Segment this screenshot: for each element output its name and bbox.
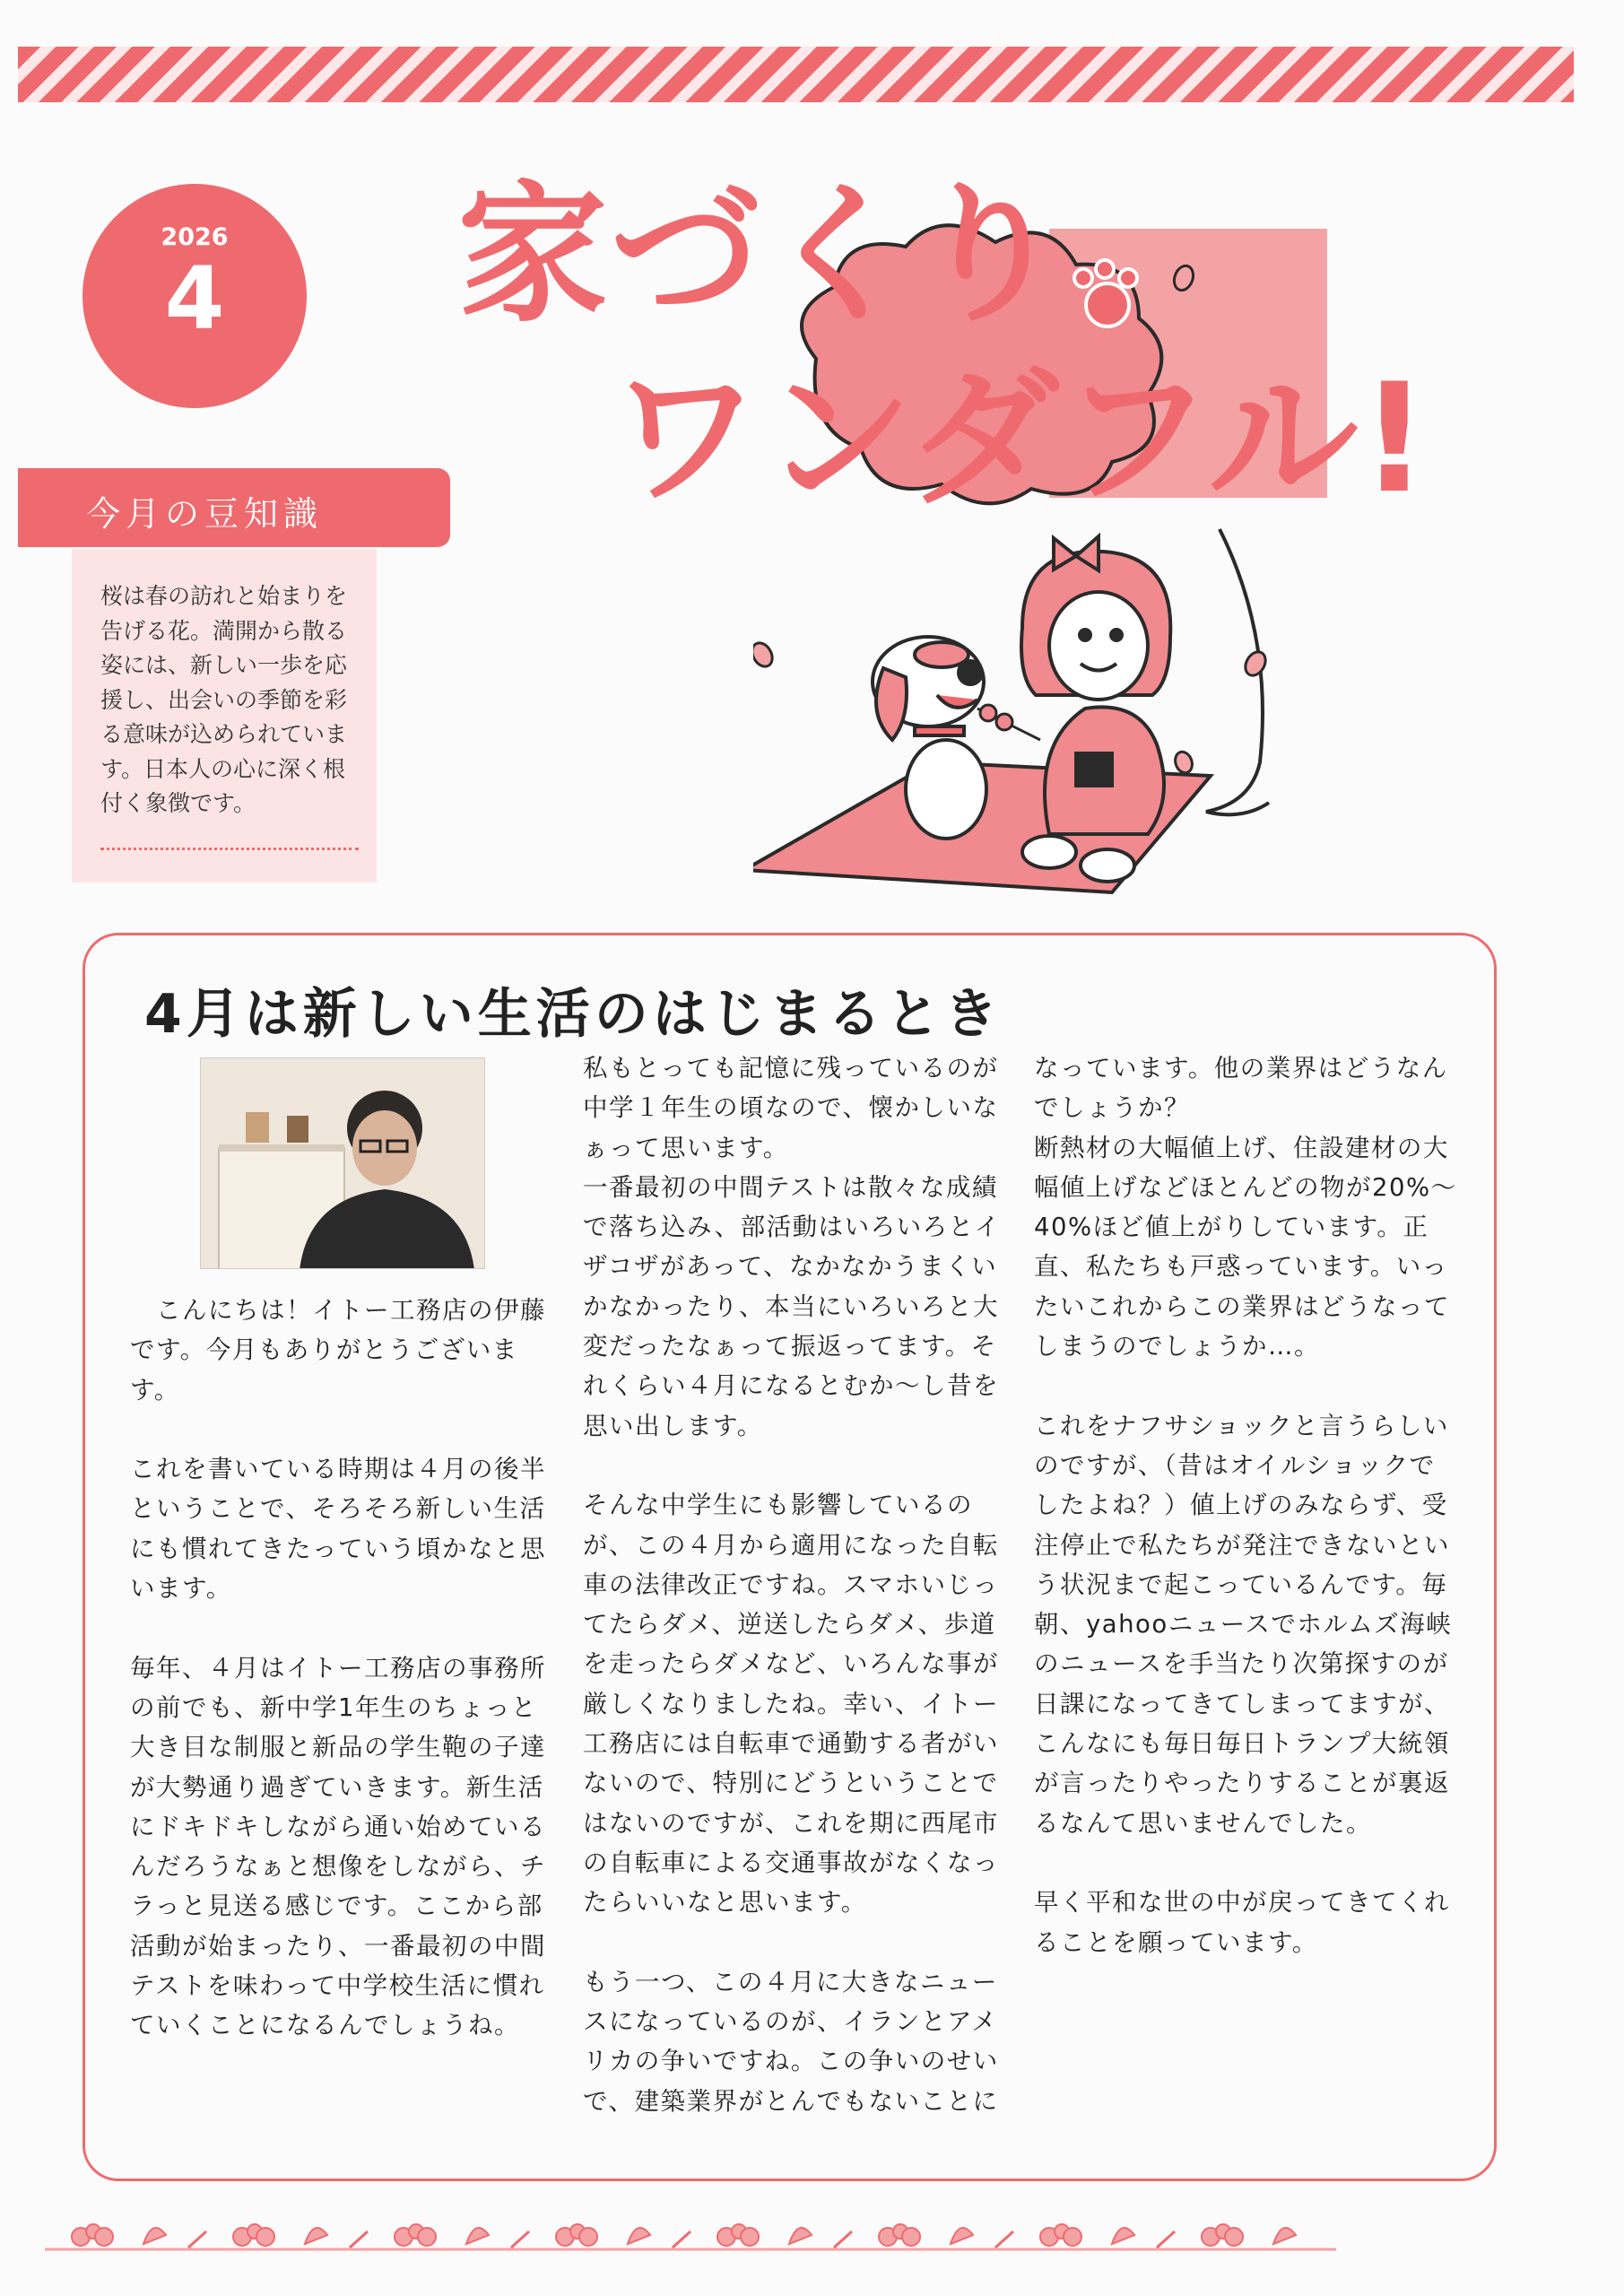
paragraph: 毎年、４月はイトー工務店の事務所の前でも、新中学1年生のちょっと大き目な制服と新品の学生鞄の子達が大勢通り過ぎていきます。新生活にドキドキしながら通い始めているんだろうなぁと想像をしながら、チラっと見送る感じです。ここから部活動が始まったり、一番最初の中間テストを味わって中学校生活に慣れていくことになるんでしょうね。 [130,1653,546,2040]
article-column-3 [1034,1048,1460,1962]
issue-year: 2026 [161,223,229,251]
tip-header: 今月の豆知識 [18,468,450,547]
paragraph: なっています。他の業界はどうなんでしょうか？ [1034,1054,1448,1123]
title-line-2: ワンダフル! [610,351,1431,526]
issue-badge [83,184,307,408]
paragraph-gap [583,1446,1009,1485]
paragraph: もう一つ、この４月に大きなニュースになっているのが、イランとアメリカの争いですね。この争いのせいで、建築業界がとんでもないことに [583,1967,999,2116]
author-photo [200,1057,485,1269]
paragraph: 断熱材の大幅値上げ、住設建材の大幅値上げなどほとんどの物が20%〜40%ほど値上がりしています。正直、私たちも戸惑っています。いったいこれからこの業界はどうなってしまうのでしょうか…。 [1034,1133,1457,1361]
tip-text: 桜は春の訪れと始まりを告げる花。満開から散る姿には、新しい一歩を応援し、出会いの季節を彩る意味が込められています。日本人の心に深く根付く象徴です。 [100,579,359,822]
paragraph-gap [1034,1843,1460,1883]
article-column-1 [130,1291,550,2046]
article-column-2 [583,1048,1009,2121]
paragraph-gap [583,1923,1009,1962]
paragraph-gap [130,1608,550,1648]
article-box [83,933,1497,2181]
footer-sakura-border [45,2208,1336,2262]
author-photo-image [201,1058,485,1269]
paragraph-gap [130,1410,550,1449]
paragraph: 一番最初の中間テストは散々な成績で落ち込み、部活動はいろいろとイザコザがあって、なかなかうまくいかなかったり、本当にいろいろと大変だったなぁって振返ってます。それくらい４月になるとむか〜し昔を思い出します。 [583,1172,1001,1440]
tip-box [72,549,377,883]
paragraph: 私もとっても記憶に残っているのが中学１年生の頃なので、懐かしいなぁって思います。 [583,1054,999,1162]
paragraph-gap [1034,1366,1460,1405]
paragraph: そんな中学生にも影響しているのが、この４月から適用になった自転車の法律改正ですね。スマホいじってたらダメ、逆送したらダメ、歩道を走ったらダメなど、いろんな事が厳しくなりましたね。幸い、イトー工務店には自転車で通勤する者がいないので、特別にどうということではないのですが、これを期に西尾市の自転車による交通事故がなくなったらいいなと思います。 [583,1491,999,1918]
title-art [448,152,1480,565]
paragraph: これをナフサショックと言うらしいのですが、（昔はオイルショックでしたよね？）値上げのみならず、受注停止で私たちが発注できないという状況まで起こっているんです。毎朝、yahooニュースでホルムズ海峡のニュースを手当たり次第探すのが日課になってきてしまってますが、こんなにも毎日毎日トランプ大統領が言ったりやったりすることが裏返るなんて思いませんでした。 [1034,1411,1453,1838]
title-line-1: 家づくり [457,167,1067,343]
footer-petal-row [72,2224,1296,2248]
paragraph: こんにちは！イトー工務店の伊藤です。今月もありがとうございます。 [130,1296,546,1405]
issue-month: 4 [164,248,225,349]
article-title: 4月は新しい生活のはじまるとき [144,983,1003,1046]
paragraph: これを書いている時期は４月の後半ということで、そろそろ新しい生活にも慣れてきたっていう頃かなと思います。 [130,1455,546,1604]
paragraph: 早く平和な世の中が戻ってきてくれることを願っています。 [1034,1888,1450,1957]
dango-skewer [977,705,1040,740]
header-stripe-bar [18,47,1574,102]
